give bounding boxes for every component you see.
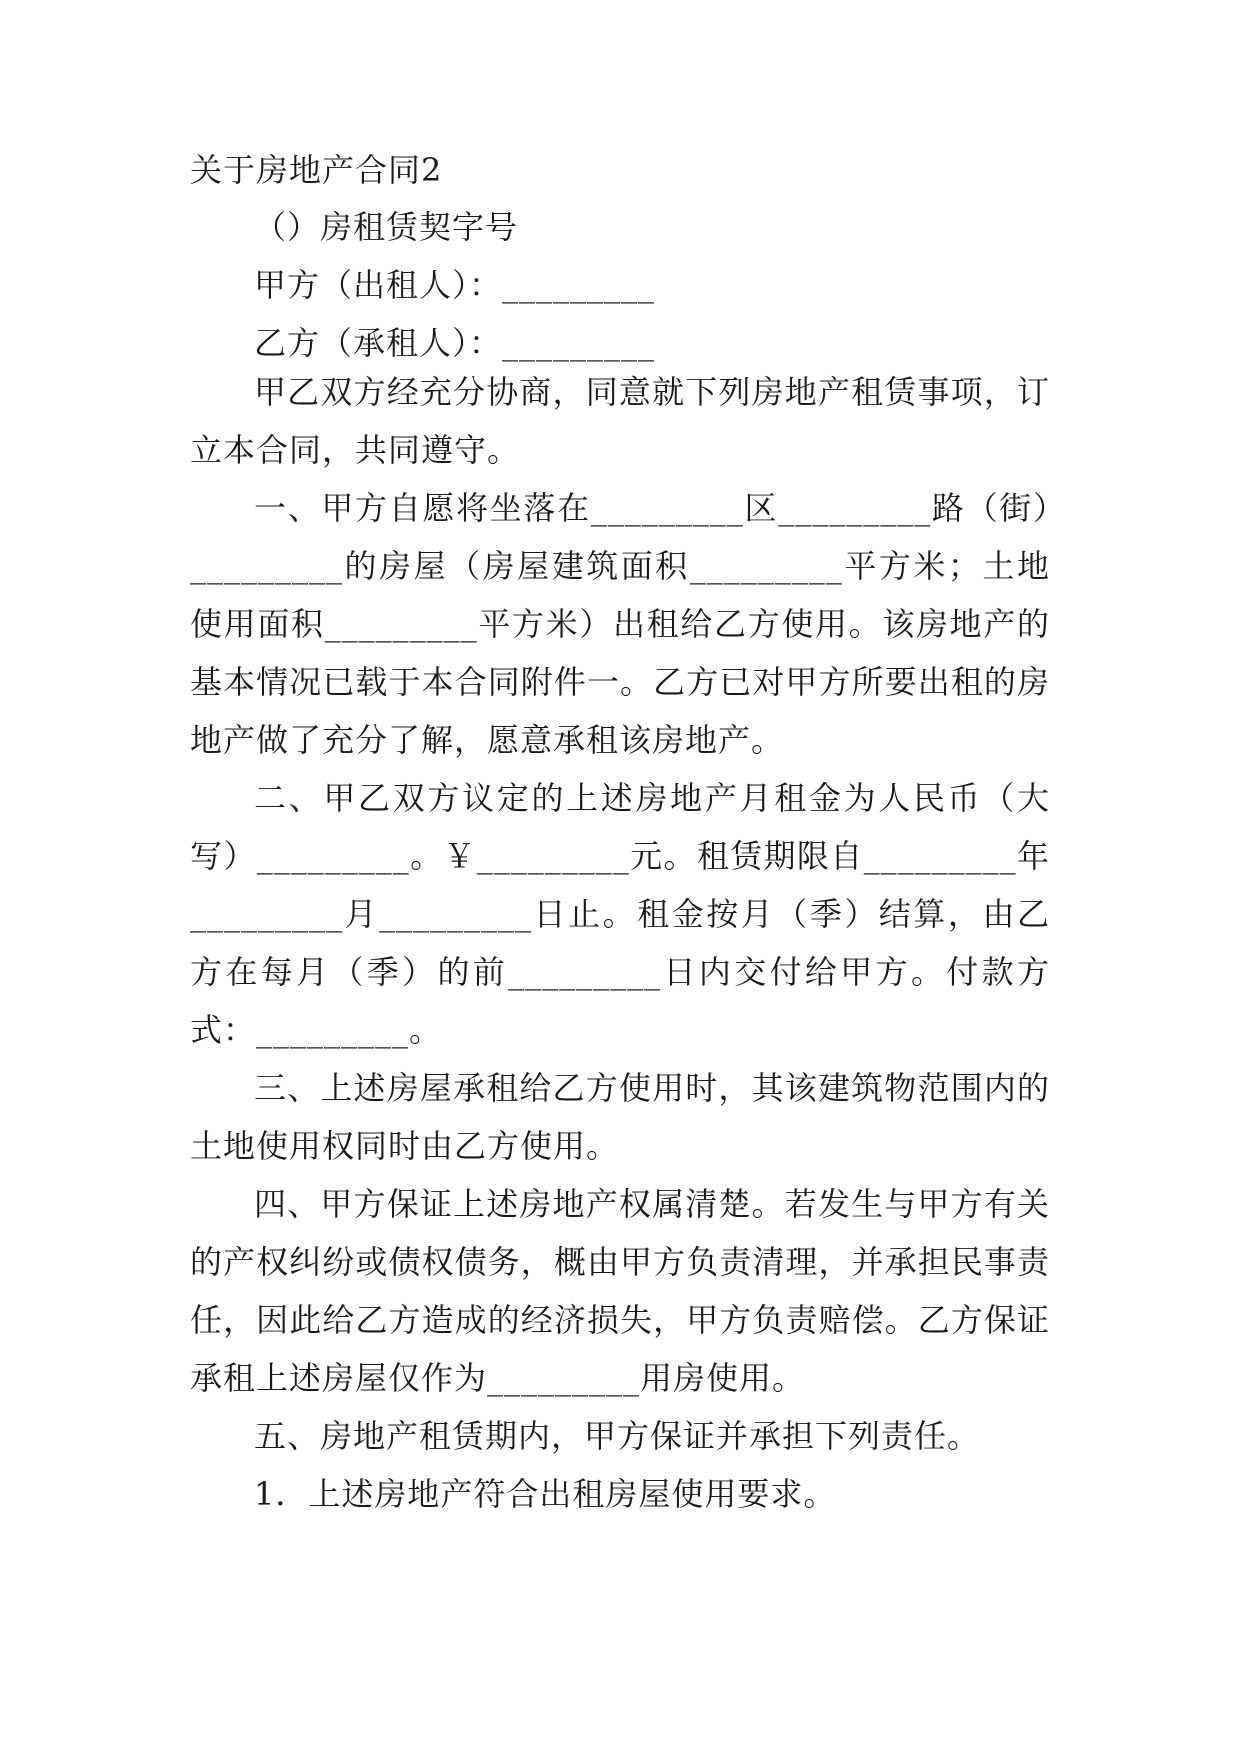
paragraph-clause-3: 三、上述房屋承租给乙方使用时，其该建筑物范围内的土地使用权同时由乙方使用。: [190, 1069, 1050, 1165]
paragraph-clause-5: 五、房地产租赁期内，甲方保证并承担下列责任。: [254, 1417, 981, 1455]
contract-number: （）房租赁契字号: [254, 208, 519, 246]
party-b-line: 乙方（承租人）：_________: [254, 324, 656, 362]
paragraph-intro: 甲乙双方经充分协商，同意就下列房地产租赁事项，订立本合同，共同遵守。: [190, 373, 1050, 469]
party-a-line: 甲方（出租人）：_________: [254, 266, 656, 304]
paragraph-item-1: 1．上述房地产符合出租房屋使用要求。: [254, 1475, 837, 1513]
document-title: 关于房地产合同2: [190, 151, 443, 189]
paragraph-clause-1: 一、甲方自愿将坐落在_________区_________路（街）_________的房屋（房屋建筑面积_________平方米；土地使用面积_________平方米）出租给乙方使用。该房地产的基本情况已载于本合同附件一。乙方已对甲方所要出租的房地产做了充分了解，愿意承租该房地产。: [190, 489, 1050, 759]
paragraph-clause-4: 四、甲方保证上述房地产权属清楚。若发生与甲方有关的产权纠纷或债权债务，概由甲方负责清理，并承担民事责任，因此给乙方造成的经济损失，甲方负责赔偿。乙方保证承租上述房屋仅作为_________用房使用。: [190, 1185, 1050, 1397]
paragraph-clause-2: 二、甲乙双方议定的上述房地产月租金为人民币（大写）_________。￥_________元。租赁期限自_________年_________月_________日止。租金按月（季）结算，由乙方在每月（季）的前_________日内交付给甲方。付款方式：_________。: [190, 779, 1050, 1049]
